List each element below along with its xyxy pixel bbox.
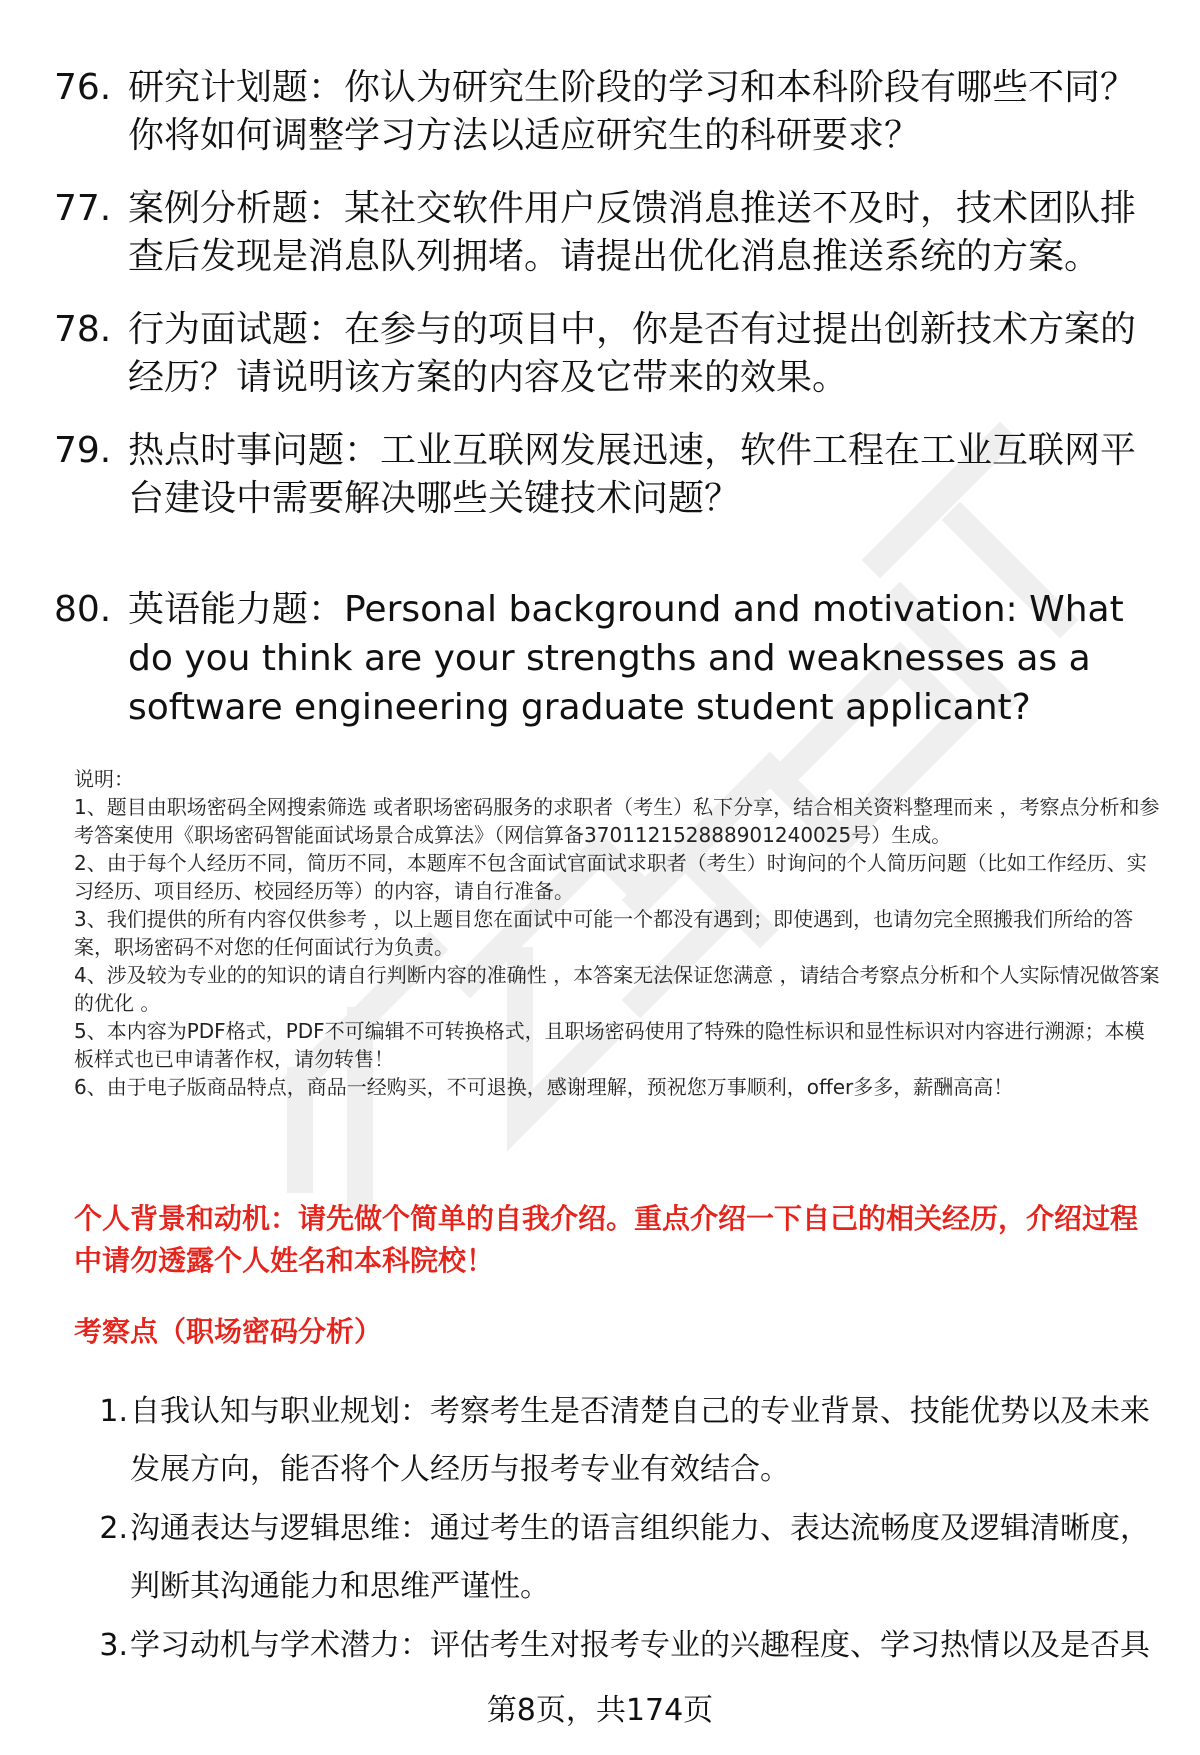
point-number: 3. [99,1628,128,1663]
note-item: 4、涉及较为专业的的知识的请自行判断内容的准确性 ，本答案无法保证您满意 ，请结合考察点分析和个人实际情况做答案的优化 。 [74,963,1160,1015]
question-77 [54,185,1164,281]
question-number: 77. [54,188,112,229]
note-item: 2、由于每个人经历不同，简历不同，本题库不包含面试官面试求职者（考生）时询问的个人简历问题（比如工作经历、实习经历、项目经历、校园经历等）的内容，请自行准备。 [74,851,1147,903]
point-number: 2. [99,1511,128,1546]
question-text: 研究计划题：你认为研究生阶段的学习和本科阶段有哪些不同？你将如何调整学习方法以适应研究生的科研要求？ [128,67,1137,156]
point-text: 沟通表达与逻辑思维：通过考生的语言组织能力、表达流畅度及逻辑清晰度，判断其沟通能力和思维严谨性。 [130,1511,1150,1604]
analysis-point-1 [80,1383,1160,1499]
point-text: 自我认知与职业规划：考察考生是否清楚自己的专业背景、技能优势以及未来发展方向，能否将个人经历与报考专业有效结合。 [130,1394,1150,1487]
note-item: 6、由于电子版商品特点，商品一经购买，不可退换，感谢理解，预祝您万事顺利，offer多多，薪酬高高！ [74,1075,1014,1099]
page-footer: 第8页，共174页 [486,1693,714,1728]
analysis-point-3 [80,1617,1160,1675]
question-number: 79. [54,430,112,471]
question-text: 英语能力题：Personal background and motivation: What do you think are your strengths and weaknesses as a software engineering graduate student applicant? [128,589,1124,728]
question-text: 行为面试题：在参与的项目中，你是否有过提出创新技术方案的经历？请说明该方案的内容及它带来的效果。 [128,309,1137,398]
point-text: 学习动机与学术潜力：评估考生对报考专业的兴趣程度、学习热情以及是否具 [130,1628,1150,1663]
intro-question: 个人背景和动机：请先做个简单的自我介绍。重点介绍一下自己的相关经历，介绍过程中请勿透露个人姓名和本科院校！ [74,1202,1139,1277]
notes-section [74,765,1164,1101]
point-number: 1. [99,1394,128,1429]
notes-title: 说明： [74,767,134,791]
question-79 [54,427,1164,523]
analysis-point-2 [80,1500,1160,1616]
note-item: 5、本内容为PDF格式，PDF不可编辑不可转换格式，且职场密码使用了特殊的隐性标识和显性标识对内容进行溯源；本模板样式也已申请著作权，请勿转售！ [74,1019,1145,1071]
question-78 [54,306,1164,402]
question-80 [54,585,1164,732]
note-item: 3、我们提供的所有内容仅供参考 ，以上题目您在面试中可能一个都没有遇到；即使遇到，也请勿完全照搬我们所给的答案，职场密码不对您的任何面试行为负责。 [74,907,1134,959]
question-number: 76. [54,67,112,108]
note-item: 1、题目由职场密码全网搜索筛选 或者职场密码服务的求职者（考生）私下分享，结合相关资料整理而来 ，考察点分析和参考答案使用《职场密码智能面试场景合成算法》（网信算备370112152888901240025号）生成。 [74,795,1160,847]
question-text: 案例分析题：某社交软件用户反馈消息推送不及时，技术团队排查后发现是消息队列拥堵。请提出优化消息推送系统的方案。 [128,188,1137,277]
question-text: 热点时事问题：工业互联网发展迅速，软件工程在工业互联网平台建设中需要解决哪些关键技术问题？ [128,430,1137,519]
analysis-heading: 考察点（职场密码分析） [74,1315,383,1348]
question-number: 78. [54,309,112,350]
question-76 [54,64,1164,160]
question-number: 80. [54,589,112,630]
